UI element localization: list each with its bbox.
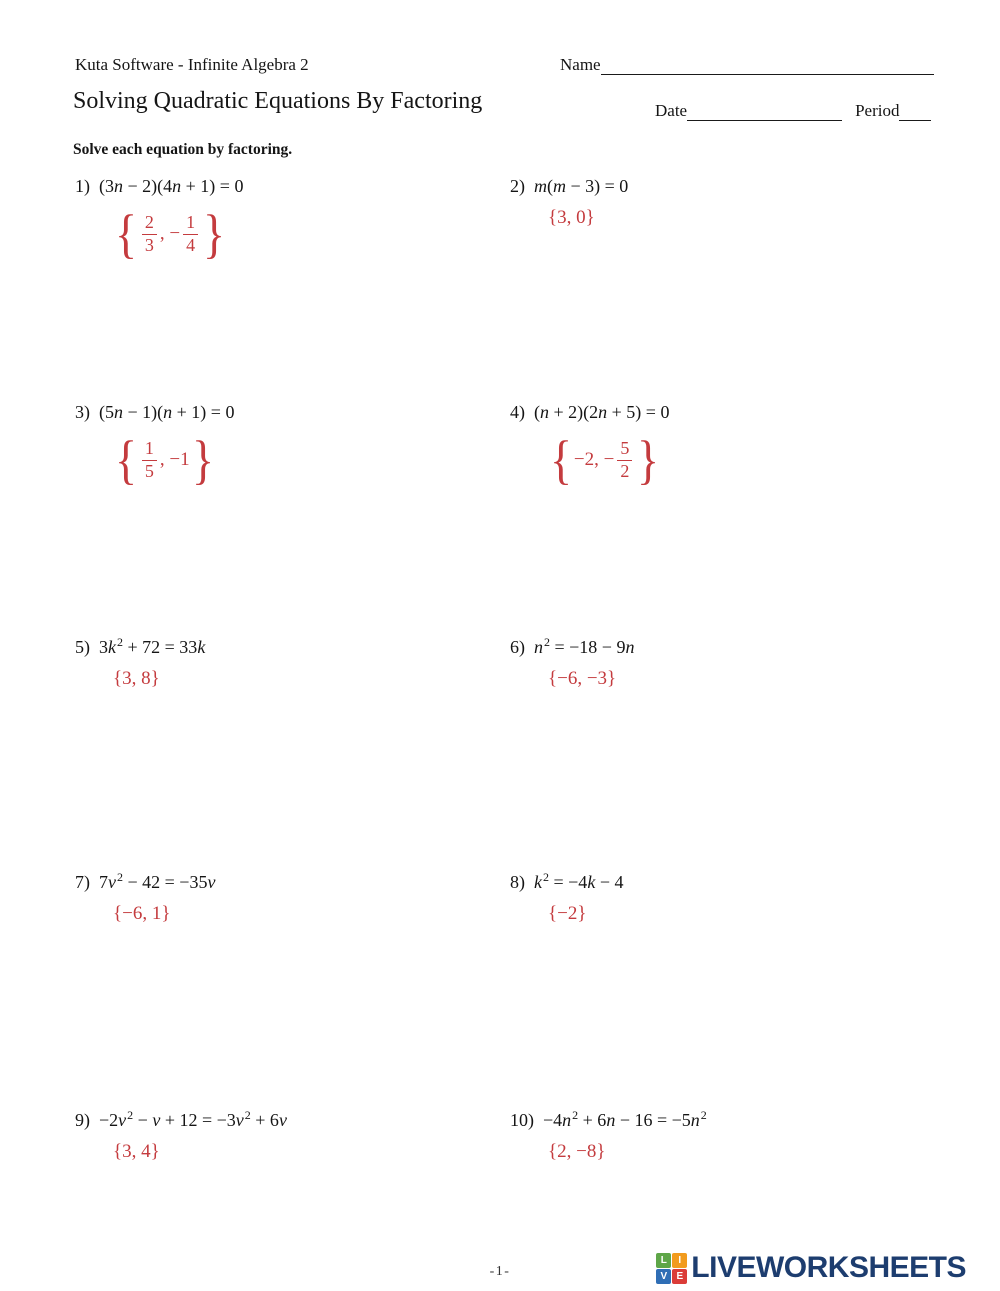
equation-variable: v (152, 1110, 161, 1130)
equation-text: ( (534, 402, 540, 422)
period-label: Period (855, 101, 900, 120)
equation-variable: n (534, 637, 543, 657)
software-credit: Kuta Software - Infinite Algebra 2 (75, 55, 309, 74)
problem-number: 5) (75, 637, 90, 657)
answer-fraction-denominator: 5 (144, 460, 154, 481)
equation-text: = −18 − 9 (550, 637, 626, 657)
answer-text: {−2} (548, 903, 587, 924)
answer-text: {2, −8} (548, 1141, 606, 1162)
liveworksheets-logo-text: LIVEWORKSHEETS (691, 1251, 966, 1284)
answer-fraction-denominator: 2 (620, 460, 630, 481)
problem-number: 4) (510, 402, 525, 422)
problem-6 (510, 637, 634, 690)
answer-fraction (142, 438, 157, 481)
equation-text: + 72 = 33 (123, 637, 198, 657)
equation-text: − 2)(4 (123, 176, 173, 196)
answer-brace: { (114, 430, 137, 490)
equation-variable: v (235, 1110, 244, 1130)
problem-number: 8) (510, 872, 525, 892)
answer-brace: } (203, 204, 226, 264)
equation-text: − 16 = −5 (615, 1110, 691, 1130)
name-blank-line (601, 57, 934, 75)
equation-variable: v (207, 872, 216, 892)
equation-line (75, 872, 215, 893)
problem-7 (75, 872, 215, 925)
equation-exponent: 2 (244, 1108, 251, 1122)
equation-line (510, 1110, 707, 1131)
problem-number: 1) (75, 176, 90, 196)
answer-fraction (183, 212, 198, 255)
answer-text: , −1 (159, 449, 190, 470)
period-blank-line (899, 103, 931, 121)
equation-variable: v (108, 872, 116, 892)
equation-variable: k (197, 637, 206, 657)
equation-text: + 6 (250, 1110, 279, 1130)
answer-fraction (617, 438, 632, 481)
equation-text: (5 (99, 402, 114, 422)
equation-variable: k (534, 872, 542, 892)
problem-number: 9) (75, 1110, 90, 1130)
answer-fraction-denominator: 3 (144, 234, 154, 255)
answer-4 (548, 430, 669, 490)
answer-fraction-numerator: 5 (617, 438, 632, 460)
equation-exponent: 2 (572, 1108, 579, 1122)
answer-2 (548, 207, 628, 229)
answer-10 (548, 1141, 707, 1163)
equation-text: + 1) = 0 (181, 176, 244, 196)
equation-exponent: 2 (700, 1108, 707, 1122)
logo-square-e: E (672, 1269, 687, 1284)
equation-text: 7 (99, 872, 108, 892)
page-title: Solving Quadratic Equations By Factoring (73, 88, 483, 114)
equation-variable: v (278, 1110, 287, 1130)
answer-fraction-numerator: 1 (183, 212, 198, 234)
equation-exponent: 2 (117, 870, 123, 884)
equation-exponent: 2 (544, 635, 550, 649)
equation-text: + 2)(2 (549, 402, 599, 422)
equation-variable: n (540, 402, 549, 422)
problem-8 (510, 872, 623, 925)
answer-text: {−6, 1} (113, 903, 171, 924)
answer-fraction (142, 212, 157, 255)
answer-text: {−6, −3} (548, 668, 617, 689)
equation-variable: n (690, 1110, 700, 1130)
answer-1 (113, 204, 243, 264)
equation-variable: k (587, 872, 596, 892)
equation-text: − 42 = −35 (123, 872, 208, 892)
answer-fraction-denominator: 4 (186, 234, 196, 255)
answer-9 (113, 1141, 287, 1163)
equation-variable: n (172, 176, 182, 196)
answer-fraction-numerator: 1 (142, 438, 157, 460)
answer-text: {3, 8} (113, 668, 160, 689)
answer-text: {3, 4} (113, 1141, 160, 1162)
equation-exponent: 2 (543, 870, 549, 884)
date-period-row (655, 101, 931, 121)
equation-line (75, 1110, 287, 1131)
problem-number: 10) (510, 1110, 534, 1130)
liveworksheets-logo[interactable] (656, 1251, 966, 1285)
equation-text: + 12 = −3 (160, 1110, 236, 1130)
problem-number: 6) (510, 637, 525, 657)
equation-text: + 6 (578, 1110, 607, 1130)
problem-3 (75, 402, 235, 490)
name-label: Name (560, 55, 601, 74)
equation-text: − 3) = 0 (566, 176, 629, 196)
equation-variable: n (114, 176, 123, 196)
equation-text: −2 (99, 1110, 119, 1130)
answer-5 (113, 668, 205, 690)
equation-text: − (133, 1110, 153, 1130)
answer-7 (113, 903, 215, 925)
answer-text: {3, 0} (548, 207, 595, 228)
equation-variable: n (114, 402, 123, 422)
equation-text: −4 (543, 1110, 563, 1130)
name-field-row (560, 55, 934, 75)
liveworksheets-logo-icon (656, 1253, 687, 1284)
equation-text: (3 (99, 176, 114, 196)
problem-1 (75, 176, 244, 264)
equation-text: ( (547, 176, 553, 196)
equation-variable: k (108, 637, 116, 657)
equation-variable: m (534, 176, 547, 196)
equation-line (510, 872, 623, 893)
equation-line (75, 176, 243, 197)
answer-brace: } (637, 430, 660, 490)
answer-fraction-numerator: 2 (142, 212, 157, 234)
problem-number: 2) (510, 176, 525, 196)
logo-square-l: L (656, 1253, 671, 1268)
equation-variable: n (562, 1110, 572, 1130)
instruction-text: Solve each equation by factoring. (73, 141, 293, 158)
logo-square-v: V (656, 1269, 671, 1284)
equation-exponent: 2 (127, 1108, 134, 1122)
date-blank-line (687, 103, 842, 121)
equation-variable: n (598, 402, 608, 422)
equation-variable: n (163, 402, 173, 422)
date-label: Date (655, 101, 688, 120)
equation-text: = −4 (549, 872, 588, 892)
equation-text: 3 (99, 637, 108, 657)
equation-variable: n (606, 1110, 616, 1130)
problem-10 (510, 1110, 707, 1163)
logo-square-i: I (672, 1253, 687, 1268)
answer-brace: { (114, 204, 137, 264)
equation-line (510, 176, 628, 197)
equation-text: − 4 (595, 872, 624, 892)
equation-line (510, 402, 669, 423)
problem-2 (510, 176, 628, 229)
problem-number: 3) (75, 402, 90, 422)
equation-exponent: 2 (117, 635, 123, 649)
answer-6 (548, 668, 634, 690)
equation-text: + 1) = 0 (172, 402, 235, 422)
equation-line (510, 637, 634, 658)
equation-variable: m (553, 176, 566, 196)
answer-brace: { (549, 430, 572, 490)
problem-number: 7) (75, 872, 90, 892)
answer-text: −2, − (573, 449, 615, 470)
equation-line (75, 637, 205, 658)
answer-text: , − (159, 223, 181, 244)
answer-brace: } (191, 430, 214, 490)
equation-text: + 5) = 0 (607, 402, 670, 422)
answer-3 (113, 430, 234, 490)
equation-text: − 1)( (123, 402, 164, 422)
equation-line (75, 402, 234, 423)
page-number: -1- (489, 1264, 511, 1279)
problem-9 (75, 1110, 287, 1163)
equation-variable: n (625, 637, 635, 657)
problem-4 (510, 402, 670, 490)
answer-8 (548, 903, 623, 925)
equation-variable: v (118, 1110, 127, 1130)
problem-5 (75, 637, 205, 690)
